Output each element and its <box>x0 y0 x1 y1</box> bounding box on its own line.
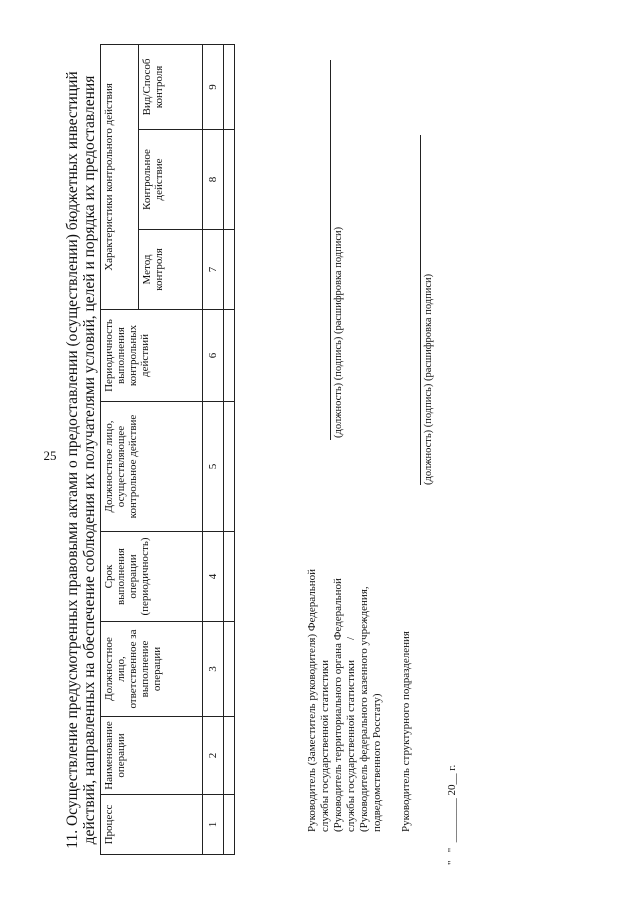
table-header-row <box>101 44 139 854</box>
heading-line-1: 11. Осуществление предусмотренных правовыми актами о предоставлении (осуществлении) бюджетных инвестиций <box>64 71 81 849</box>
signatory-title-line: (Руководитель федерального казенного учреждения, <box>358 586 370 832</box>
signatory-title-line: Руководитель (Заместитель руководителя) Федеральной <box>306 568 318 832</box>
signatory-title-line: службы государственной статистики <box>345 660 357 832</box>
empty-cell <box>224 795 235 855</box>
signatory-title-line: службы государственной статистики <box>319 660 331 832</box>
header-cell: Процесс <box>101 795 203 855</box>
empty-cell <box>224 622 235 717</box>
column-number: 7 <box>203 230 224 310</box>
group-header-cell: Характеристики контрольного действия <box>101 44 139 309</box>
header-cell: Контрольное действие <box>138 130 202 230</box>
control-actions-table <box>100 44 235 855</box>
header-cell: Срок выполнения операции (периодичность) <box>101 532 203 622</box>
column-number: 2 <box>203 717 224 795</box>
header-cell: Периодичность выполнения контрольных действий <box>101 310 203 402</box>
empty-cell <box>224 532 235 622</box>
signature-caption: (должность) (подпись) (расшифровка подписи) <box>333 226 344 438</box>
column-number: 9 <box>203 44 224 129</box>
section-heading <box>64 50 98 870</box>
signature-line <box>330 60 331 440</box>
header-cell: Должностное лицо, ответственное за выполнение операции <box>101 622 203 717</box>
column-number: 3 <box>203 622 224 717</box>
signatory-title-line: подведомственного Росстату) <box>371 693 383 832</box>
signature-caption: (должность) (подпись) (расшифровка подписи) <box>423 273 434 485</box>
date-line: " " ________ 20__ г. <box>446 764 458 865</box>
header-cell: Метод контроля <box>138 230 202 310</box>
signature-section <box>248 50 608 870</box>
column-number-row <box>203 44 224 854</box>
empty-cell <box>224 717 235 795</box>
signature-slash: / <box>345 636 357 640</box>
empty-cell <box>224 230 235 310</box>
landscape-sheet <box>60 40 620 880</box>
column-number: 5 <box>203 402 224 532</box>
empty-row <box>224 44 235 854</box>
page-number: 25 <box>43 448 57 463</box>
empty-cell <box>224 402 235 532</box>
header-cell: Наименование операции <box>101 717 203 795</box>
column-number: 4 <box>203 532 224 622</box>
column-number: 6 <box>203 310 224 402</box>
column-number: 1 <box>203 795 224 855</box>
empty-cell <box>224 130 235 230</box>
heading-line-2: действий, направленных на обеспечение соблюдения их получателями условий, целей и порядка их предоставления <box>81 75 98 845</box>
empty-cell <box>224 44 235 129</box>
signature-line <box>420 135 421 485</box>
column-number: 8 <box>203 130 224 230</box>
header-cell: Должностное лицо, осуществляющее контрольное действие <box>101 402 203 532</box>
header-cell: Вид/Способ контроля <box>138 44 202 129</box>
empty-cell <box>224 310 235 402</box>
department-head-label: Руководитель структурного подразделения <box>400 631 412 832</box>
signatory-title-line: (Руководитель территориального органа Федеральной <box>332 578 344 832</box>
